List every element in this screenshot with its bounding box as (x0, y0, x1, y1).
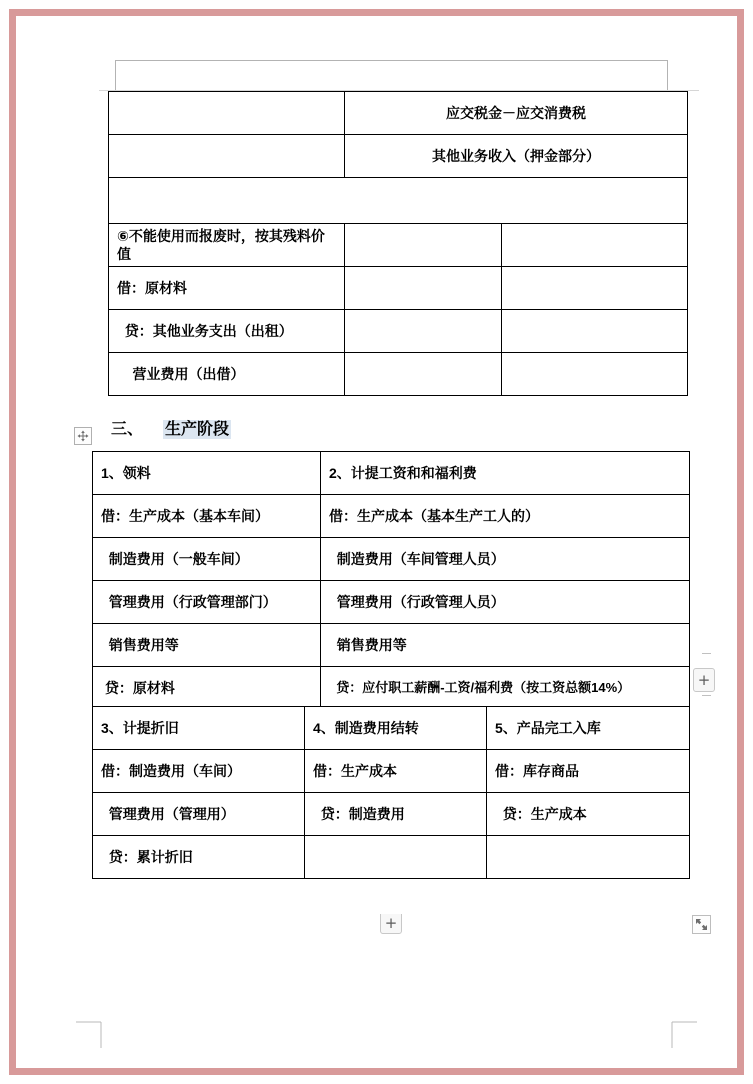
table-cell[interactable]: 贷：生产成本 (487, 793, 690, 836)
table-row[interactable] (93, 452, 690, 495)
table-cell[interactable] (487, 836, 690, 879)
table-cell[interactable] (502, 224, 688, 267)
table-cell[interactable]: 借：库存商品 (487, 750, 690, 793)
table-cell[interactable]: 贷：制造费用 (305, 793, 487, 836)
table-cell[interactable] (109, 135, 345, 178)
table-cell[interactable] (502, 267, 688, 310)
table-cell[interactable]: 营业费用（出借） (109, 353, 345, 396)
table-resize-handle-icon[interactable] (692, 915, 711, 934)
continued-table-stub (115, 60, 668, 91)
table-cell[interactable] (109, 178, 688, 224)
table-cell[interactable]: 借：原材料 (109, 267, 345, 310)
table-row[interactable] (109, 224, 688, 267)
table-row[interactable] (93, 707, 690, 750)
table-row[interactable] (93, 836, 690, 879)
table-cell[interactable] (502, 353, 688, 396)
table-row[interactable] (109, 178, 688, 224)
table-cell[interactable] (109, 92, 345, 135)
table-cell[interactable]: 销售费用等 (93, 624, 321, 667)
table-cell[interactable]: 2、计提工资和和福利费 (321, 452, 690, 495)
table-cell[interactable]: 管理费用（行政管理部门） (93, 581, 321, 624)
column-split-marker-bottom (702, 695, 711, 696)
text-boundary-corner-left (76, 1016, 102, 1048)
table-row[interactable] (93, 495, 690, 538)
table-row[interactable] (109, 135, 688, 178)
table-cell[interactable]: 贷：其他业务支出（出租） (109, 310, 345, 353)
table-cell[interactable]: 4、制造费用结转 (305, 707, 487, 750)
table-cell[interactable]: 贷：原材料 (93, 667, 321, 710)
table-cell[interactable]: 5、产品完工入库 (487, 707, 690, 750)
table-row[interactable] (109, 267, 688, 310)
table-cell[interactable]: ⑥不能使用而报废时，按其残料价值 (109, 224, 345, 267)
table-cell[interactable]: 1、领料 (93, 452, 321, 495)
table-cell[interactable]: 借：生产成本（基本生产工人的） (321, 495, 690, 538)
table-cell[interactable]: 制造费用（一般车间） (93, 538, 321, 581)
table-row[interactable] (109, 92, 688, 135)
text-boundary-corner-right (671, 1016, 697, 1048)
table-row[interactable] (109, 310, 688, 353)
table-cell[interactable]: 管理费用（管理用） (93, 793, 305, 836)
table-row[interactable] (93, 750, 690, 793)
table-cell[interactable]: 3、计提折旧 (93, 707, 305, 750)
heading-title: 生产阶段 (165, 421, 230, 438)
table-cell[interactable] (345, 353, 502, 396)
table-cell[interactable] (345, 267, 502, 310)
table-cell[interactable]: 管理费用（行政管理人员） (321, 581, 690, 624)
table-cell[interactable]: 制造费用（车间管理人员） (321, 538, 690, 581)
table-row[interactable] (93, 667, 690, 710)
column-split-marker-top (702, 653, 711, 654)
insert-column-button[interactable]: + (693, 668, 715, 692)
table-cell[interactable]: 借：生产成本 (305, 750, 487, 793)
table-row[interactable] (109, 353, 688, 396)
table-cell[interactable]: 其他业务收入（押金部分） (345, 135, 688, 178)
insert-row-button[interactable]: + (380, 914, 402, 934)
table-cell[interactable] (345, 224, 502, 267)
table-cell[interactable]: 贷：应付职工薪酬-工资/福利费（按工资总额14%） (321, 667, 690, 710)
table-row[interactable] (93, 624, 690, 667)
table-cell[interactable] (502, 310, 688, 353)
table-cell[interactable]: 借：生产成本（基本车间） (93, 495, 321, 538)
heading-number: 三、 (111, 421, 144, 438)
table-cell[interactable] (345, 310, 502, 353)
table-cell[interactable]: 借：制造费用（车间） (93, 750, 305, 793)
table-row[interactable] (93, 793, 690, 836)
table-row[interactable] (93, 581, 690, 624)
table-depreciation-transfer-finished[interactable] (92, 706, 690, 879)
table-row[interactable] (93, 538, 690, 581)
table-sales-stage[interactable] (108, 91, 688, 396)
table-cell[interactable]: 销售费用等 (321, 624, 690, 667)
section-heading (111, 416, 231, 439)
table-cell[interactable]: 应交税金－应交消费税 (345, 92, 688, 135)
table-cell[interactable] (305, 836, 487, 879)
document-sheet (16, 16, 737, 1068)
table-cell[interactable]: 贷：累计折旧 (93, 836, 305, 879)
table-move-handle-icon[interactable] (74, 427, 92, 445)
